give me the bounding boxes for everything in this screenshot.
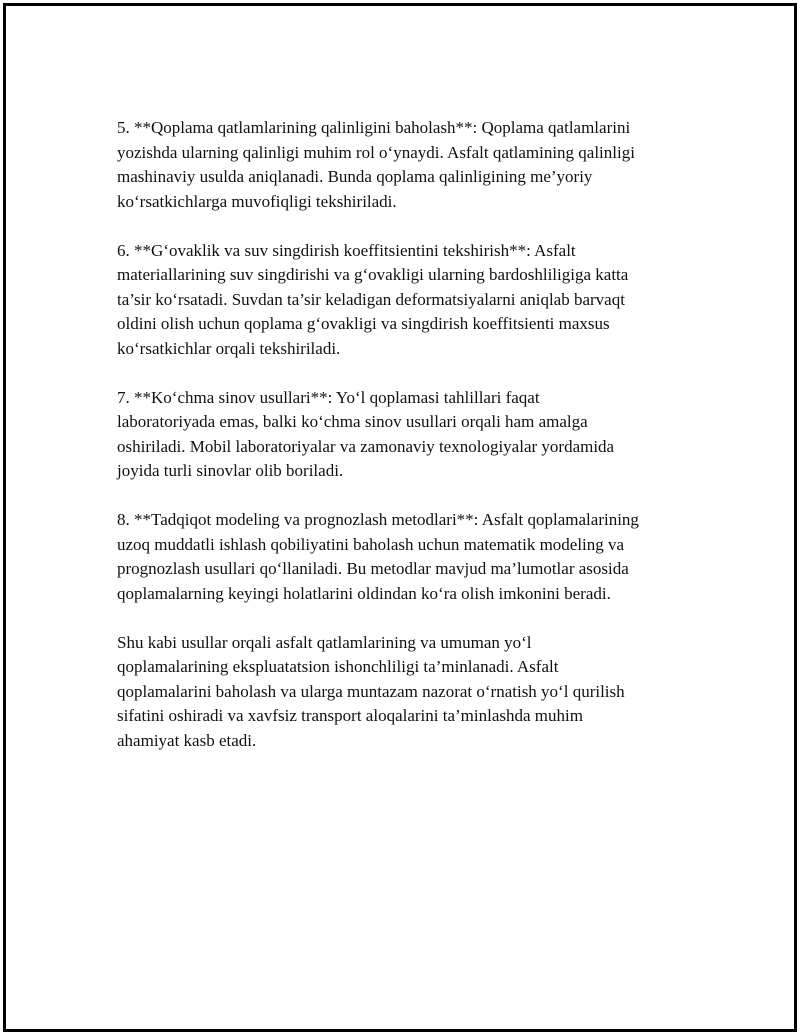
text-line: 7. **Ko‘chma sinov usullari**: Yo‘l qoplamasi tahlillari faqat [117, 387, 540, 407]
text-line: ko‘rsatkichlarga muvofiqligi tekshiriladi. [117, 191, 397, 211]
text-line: oshiriladi. Mobil laboratoriyalar va zamonaviy texnologiyalar yordamida [117, 436, 615, 456]
text-line: prognozlash usullari qo‘llaniladi. Bu metodlar mavjud ma’lumotlar asosida [117, 559, 629, 578]
paragraph-item-8 [117, 508, 697, 606]
text-line: ta’sir ko‘rsatadi. Suvdan ta’sir keladigan deformatsiyalarni aniqlab barvaqt [117, 289, 625, 309]
text-line: 5. **Qoplama qatlamlarining qalinligini baholash**: Qoplama qatlamlarini [117, 118, 631, 137]
text-line: qoplamalarini baholash va ularga muntazam nazorat o‘rnatish yo‘l qurilish [117, 681, 625, 701]
text-line: 6. **G‘ovaklik va suv singdirish koeffitsientini tekshirish**: Asfalt [117, 240, 576, 260]
paragraph-item-6 [117, 239, 697, 362]
text-line: sifatini oshiradi va xavfsiz transport aloqalarini ta’minlashda muhim [117, 706, 583, 725]
text-line: yozishda ularning qalinligi muhim rol o‘ynaydi. Asfalt qatlamining qalinligi [117, 142, 635, 162]
text-line: ko‘rsatkichlar orqali tekshiriladi. [117, 338, 341, 358]
text-line: Shu kabi usullar orqali asfalt qatlamlarining va umuman yo‘l [117, 632, 532, 652]
text-line: uzoq muddatli ishlash qobiliyatini baholash uchun matematik modeling va [117, 534, 625, 554]
text-line: mashinaviy usulda aniqlanadi. Bunda qoplama qalinligining me’yoriy [117, 167, 593, 186]
text-line: ahamiyat kasb etadi. [117, 730, 257, 750]
text-line: 8. **Tadqiqot modeling va prognozlash metodlari**: Asfalt qoplamalarining [117, 510, 639, 529]
text-line: laboratoriyada emas, balki ko‘chma sinov usullari orqali ham amalga [117, 412, 588, 431]
text-line: qoplamalarining ekspluatatsion ishonchliligi ta’minlanadi. Asfalt [117, 657, 559, 676]
text-line: oldini olish uchun qoplama g‘ovakligi va singdirish koeffitsienti maxsus [117, 314, 610, 333]
text-line: qoplamalarning keyingi holatlarini oldindan ko‘ra olish imkonini beradi. [117, 583, 611, 603]
document-body [117, 116, 697, 778]
paragraph-item-5 [117, 116, 697, 214]
text-line: joyida turli sinovlar olib boriladi. [117, 461, 344, 480]
text-line: materiallarining suv singdirishi va g‘ovakligi ularning bardoshliligiga katta [117, 265, 629, 284]
paragraph-item-7 [117, 386, 697, 484]
paragraph-conclusion [117, 631, 697, 754]
